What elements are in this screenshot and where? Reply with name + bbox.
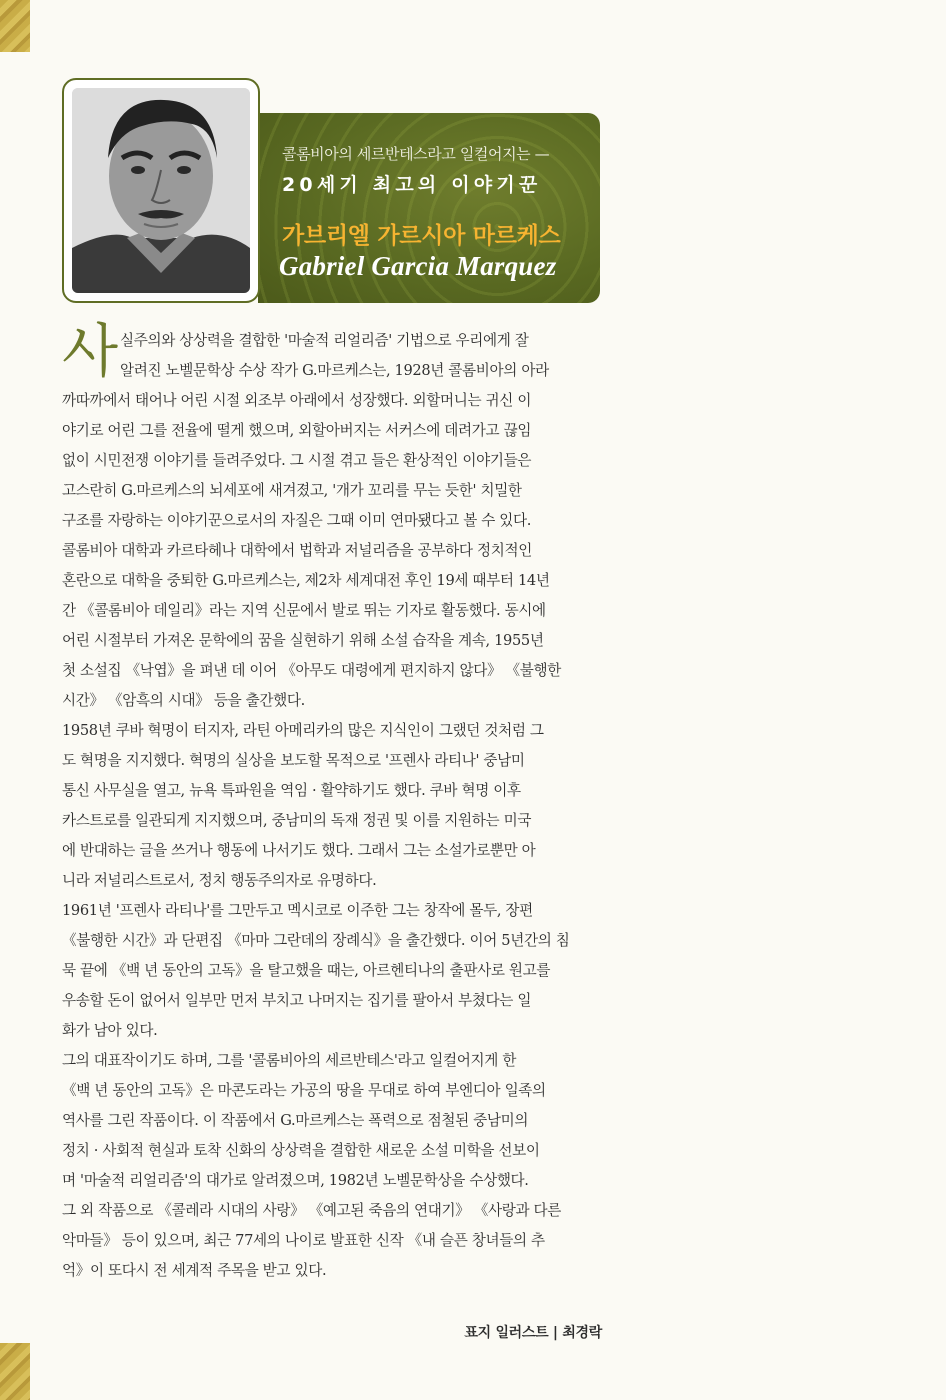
text-line: 《불행한 시간》과 단편집 《마마 그란데의 장례식》을 출간했다. 이어 5년간의 침 xyxy=(62,932,570,949)
text-line: 어린 시절부터 가져온 문학에의 꿈을 실현하기 위해 소설 습작을 계속, 1955년 xyxy=(62,632,544,649)
text-line: 그의 대표작이기도 하며, 그를 '콜롬비아의 세르반테스'라고 일컬어지게 한 xyxy=(62,1052,517,1069)
author-tagline: 콜롬비아의 세르반테스라고 일컬어지는 — xyxy=(282,145,550,163)
text-line: 시간》 《암흑의 시대》 등을 출간했다. xyxy=(62,692,305,709)
text-line: 악마들》 등이 있으며, 최근 77세의 나이로 발표한 신작 《내 슬픈 창녀들의 추 xyxy=(62,1232,545,1249)
text-line: 콜롬비아 대학과 카르타헤나 대학에서 법학과 저널리즘을 공부하다 정치적인 xyxy=(62,542,532,559)
text-line: 며 '마술적 리얼리즘'의 대가로 알려졌으며, 1982년 노벨문학상을 수상했다. xyxy=(62,1172,529,1189)
author-subhead: 20세기 최고의 이야기꾼 xyxy=(282,174,542,196)
author-name-english: Gabriel Garcia Marquez xyxy=(279,251,557,281)
text-line: 화가 남아 있다. xyxy=(62,1022,158,1039)
text-line: 정치 · 사회적 현실과 토착 신화의 상상력을 결합한 새로운 소설 미학을 선보이 xyxy=(62,1142,540,1159)
text-line: 첫 소설집 《낙엽》을 펴낸 데 이어 《아무도 대령에게 편지하지 않다》 《불행한 xyxy=(62,662,562,679)
text-line: 1961년 '프렌사 라티나'를 그만두고 멕시코로 이주한 그는 창작에 몰두, 장편 xyxy=(62,902,533,919)
text-line: 묵 끝에 《백 년 동안의 고독》을 탈고했을 때는, 아르헨티나의 출판사로 원고를 xyxy=(62,962,551,979)
text-line: 역사를 그린 작품이다. 이 작품에서 G.마르케스는 폭력으로 점철된 중남미의 xyxy=(62,1112,529,1129)
text-line: 고스란히 G.마르케스의 뇌세포에 새겨졌고, '개가 꼬리를 무는 듯한' 치밀한 xyxy=(62,482,522,499)
text-line: 니라 저널리스트로서, 정치 행동주의자로 유명하다. xyxy=(62,872,377,889)
text-line: 우송할 돈이 없어서 일부만 먼저 부치고 나머지는 집기를 팔아서 부쳤다는 일 xyxy=(62,992,532,1009)
text-line: 《백 년 동안의 고독》은 마콘도라는 가공의 땅을 무대로 하여 부엔디아 일족의 xyxy=(62,1082,546,1099)
decorative-edge-bottom xyxy=(0,1343,30,1400)
text-line: 까따까에서 태어나 어린 시절 외조부 아래에서 성장했다. 외할머니는 귀신 이 xyxy=(62,392,532,409)
decorative-edge-top xyxy=(0,0,30,52)
text-line: 실주의와 상상력을 결합한 '마술적 리얼리즘' 기법으로 우리에게 잘 xyxy=(120,332,529,349)
text-line: 에 반대하는 글을 쓰거나 행동에 나서기도 했다. 그래서 그는 소설가로뿐만 아 xyxy=(62,842,536,859)
drop-cap: 사 xyxy=(62,317,119,385)
author-name-korean: 가브리엘 가르시아 마르케스 xyxy=(282,223,561,249)
text-line: 그 외 작품으로 《콜레라 시대의 사랑》 《예고된 죽음의 연대기》 《사랑과 다른 xyxy=(62,1202,562,1219)
text-line: 혼란으로 대학을 중퇴한 G.마르케스는, 제2차 세계대전 후인 19세 때부터 14년 xyxy=(62,572,550,589)
text-line: 1958년 쿠바 혁명이 터지자, 라틴 아메리카의 많은 지식인이 그랬던 것처럼 그 xyxy=(62,722,544,739)
text-line: 억》이 또다시 전 세계적 주목을 받고 있다. xyxy=(62,1262,327,1279)
author-photo xyxy=(72,88,250,293)
text-line: 야기로 어린 그를 전율에 떨게 했으며, 외할아버지는 서커스에 데려가고 끊임 xyxy=(62,422,532,439)
text-line: 구조를 자랑하는 이야기꾼으로서의 자질은 그때 이미 연마됐다고 볼 수 있다. xyxy=(62,512,532,529)
text-line: 없이 시민전쟁 이야기를 들려주었다. 그 시절 겪고 들은 환상적인 이야기들은 xyxy=(62,452,532,469)
text-line: 카스트로를 일관되게 지지했으며, 중남미의 독재 정권 및 이를 지원하는 미국 xyxy=(62,812,532,829)
text-line: 도 혁명을 지지했다. 혁명의 실상을 보도할 목적으로 '프렌사 라티나' 중남미 xyxy=(62,752,525,769)
author-portrait-image xyxy=(72,88,250,293)
text-line: 알려진 노벨문학상 수상 작가 G.마르케스는, 1928년 콜롬비아의 아라 xyxy=(120,362,549,379)
text-line: 통신 사무실을 열고, 뉴욕 특파원을 역임 · 활약하기도 했다. 쿠바 혁명 이후 xyxy=(62,782,521,799)
text-line: 간 《콜롬비아 데일리》라는 지역 신문에서 발로 뛰는 기자로 활동했다. 동시에 xyxy=(62,602,546,619)
cover-illustration-credit: 표지 일러스트 | 최경락 xyxy=(464,1325,602,1341)
author-photo-frame xyxy=(62,78,260,303)
